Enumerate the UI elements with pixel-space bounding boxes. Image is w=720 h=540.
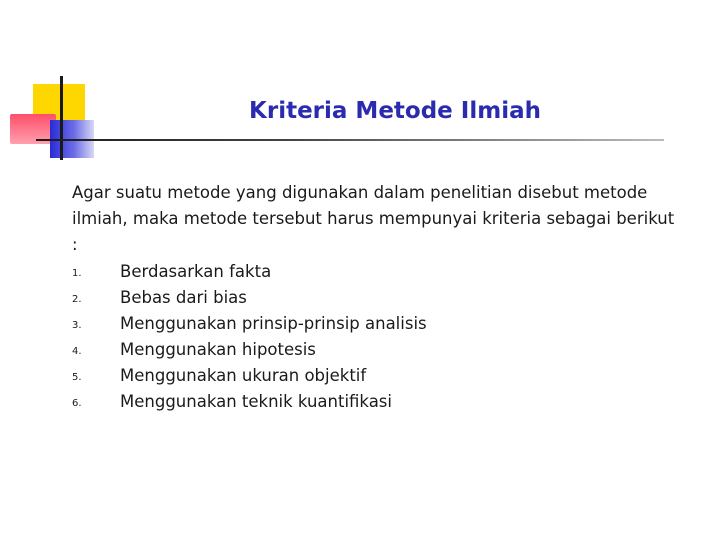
list-item-text: Bebas dari bias [120,288,247,307]
slide-title: Kriteria Metode Ilmiah [249,98,541,124]
list-item-text: Menggunakan ukuran objektif [120,366,367,385]
intro-line-1: Agar suatu metode yang digunakan dalam penelitian disebut metode [72,183,648,202]
list-item-text: Menggunakan hipotesis [120,340,316,359]
list-item-number: 6. [72,398,82,409]
list-item-number: 2. [72,294,82,305]
intro-line-2: ilmiah, maka metode tersebut harus mempunyai kriteria sebagai berikut : [72,209,675,254]
list-item-number: 1. [72,268,82,279]
vertical-rule [60,76,63,160]
list-item-number: 4. [72,346,82,357]
list-item-text: Menggunakan prinsip-prinsip analisis [120,314,427,333]
horizontal-rule [36,139,664,141]
list-item-number: 3. [72,320,82,331]
list-item-text: Berdasarkan fakta [120,262,272,281]
list-item-text: Menggunakan teknik kuantifikasi [120,392,392,411]
title-decoration [0,0,720,170]
list-item-number: 5. [72,372,82,383]
intro-paragraph [72,180,682,258]
